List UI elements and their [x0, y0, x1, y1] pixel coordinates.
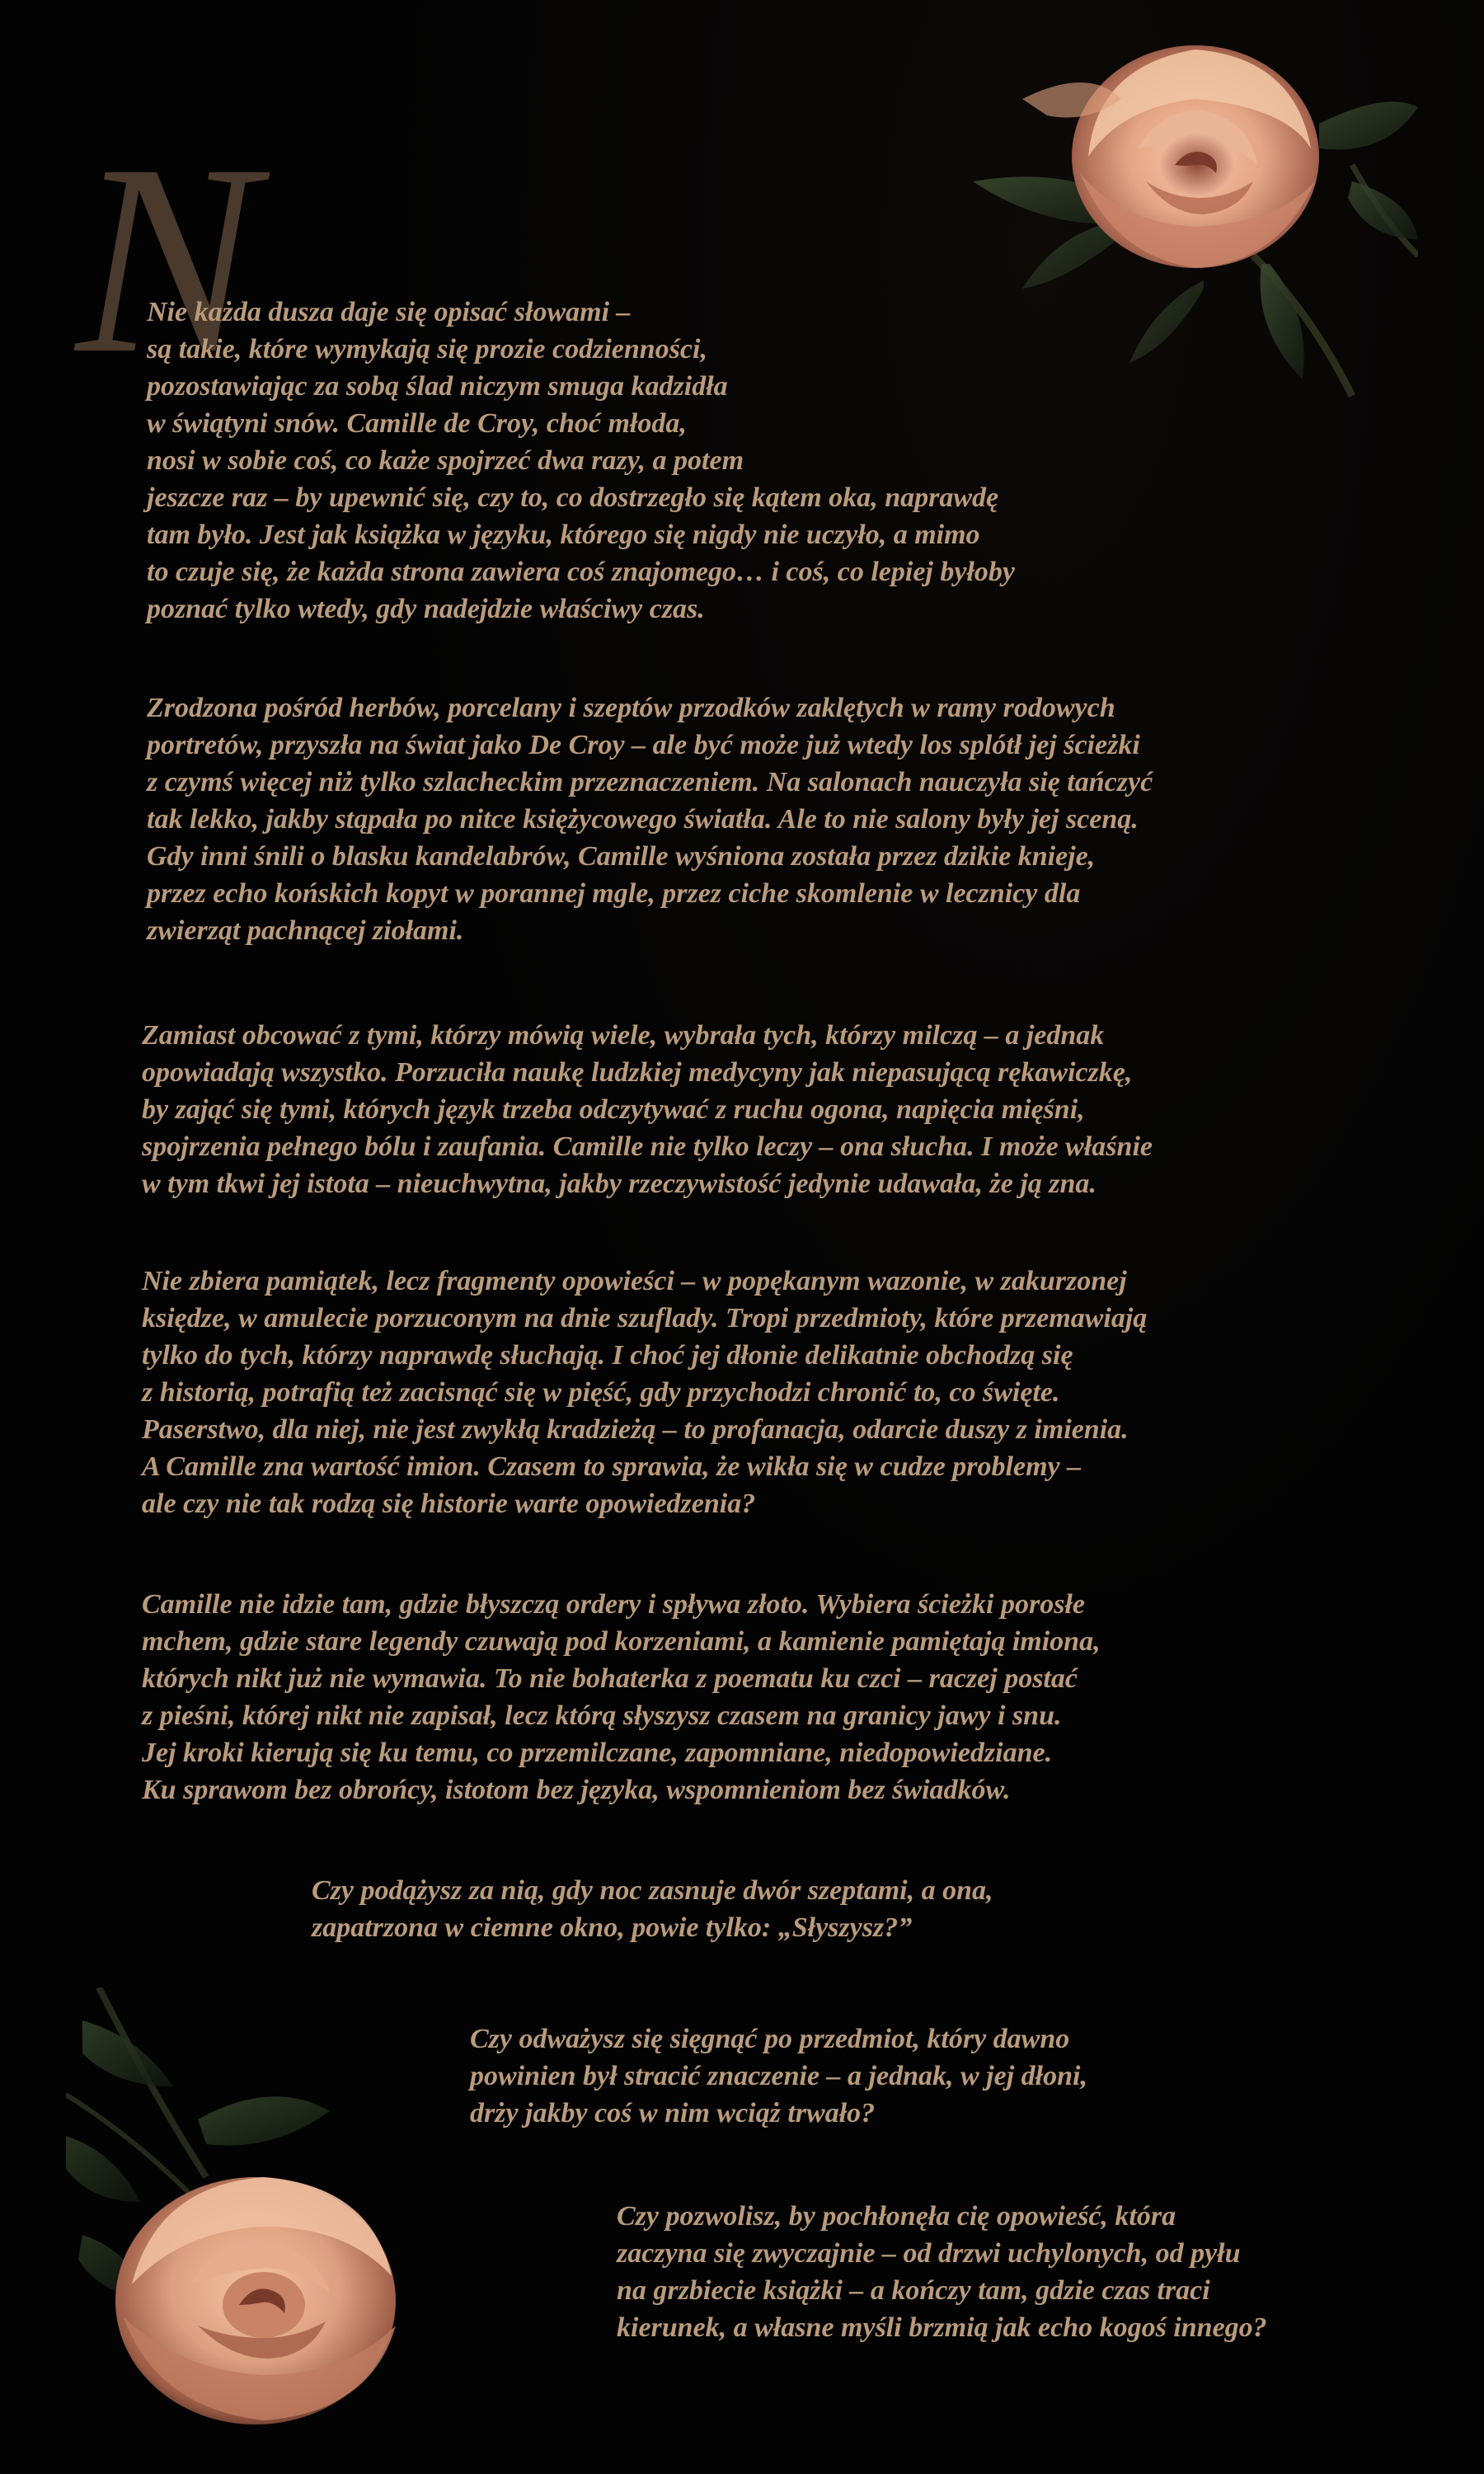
- paragraph-line: księdze, w amulecie porzuconym na dnie szuflady. Tropi przedmioty, które przemawiają: [142, 1303, 1148, 1333]
- question-line: Czy pozwolisz, by pochłonęła cię opowieść, która: [617, 2201, 1176, 2232]
- paragraph-line: z historią, potrafią też zacisnąć się w pięść, gdy przychodzi chronić to, co święte.: [142, 1377, 1060, 1408]
- paragraph-line: by zająć się tymi, których język trzeba odczytywać z ruchu ogona, napięcia mięśni,: [142, 1094, 1085, 1125]
- paragraph-line: Ku sprawom bez obrońcy, istotom bez języka, wspomnieniom bez świadków.: [142, 1775, 1011, 1805]
- paragraph-origins: [147, 689, 1153, 949]
- drop-cap: N: [76, 109, 250, 410]
- paragraph-line: przez echo końskich kopyt w porannej mgle, przez ciche skomlenie w lecznicy dla: [147, 878, 1081, 909]
- paragraph-line: Jej kroki kierują się ku temu, co przemilczane, zapomniane, niedopowiedziane.: [142, 1738, 1053, 1768]
- paragraph-line: to czuje się, że każda strona zawiera coś znajomego… i coś, co lepiej byłoby: [147, 557, 1015, 587]
- paragraph-line: Zrodzona pośród herbów, porcelany i szeptów przodków zaklętych w ramy rodowych: [147, 693, 1115, 723]
- question-block: [617, 2198, 1267, 2346]
- paragraph-line: których nikt już nie wymawia. To nie bohaterka z poematu ku czci – raczej postać: [142, 1663, 1078, 1694]
- question-block: [312, 1872, 993, 1946]
- paragraph-line: Nie zbiera pamiątek, lecz fragmenty opowieści – w popękanym wazonie, w zakurzonej: [142, 1266, 1127, 1296]
- question-line: drży jakby coś w nim wciąż trwało?: [470, 2098, 876, 2128]
- paragraph-line: z pieśni, której nikt nie zapisał, lecz którą słyszysz czasem na granicy jawy i snu.: [142, 1700, 1062, 1731]
- paragraph-intro: [147, 294, 1015, 628]
- paragraph-line: portretów, przyszła na świat jako De Croy – ale być może już wtedy los splótł jej ścieżki: [147, 730, 1140, 760]
- paragraph-line: Paserstwo, dla niej, nie jest zwykłą kradzieżą – to profanacja, odarcie duszy z imienia.: [142, 1414, 1129, 1445]
- paragraph-line: poznać tylko wtedy, gdy nadejdzie właściwy czas.: [147, 594, 705, 624]
- paragraph-line: opowiadają wszystko. Porzuciła naukę ludzkiej medycyny jak niepasującą rękawiczkę,: [142, 1057, 1133, 1088]
- paragraph-line: ale czy nie tak rodzą się historie warte opowiedzenia?: [142, 1489, 756, 1519]
- rose-bottom-illustration: [66, 1987, 495, 2449]
- question-line: zapatrzona w ciemne okno, powie tylko: „Słyszysz?”: [312, 1912, 913, 1943]
- question-block: [470, 2020, 1087, 2132]
- question-line: na grzbiecie książki – a kończy tam, gdzie czas traci: [617, 2275, 1210, 2306]
- paragraph-line: Zamiast obcować z tymi, którzy mówią wiele, wybrała tych, którzy milczą – a jednak: [142, 1020, 1105, 1051]
- question-line: zaczyna się zwyczajnie – od drzwi uchylonych, od pyłu: [617, 2238, 1241, 2269]
- paragraph-line: spojrzenia pełnego bólu i zaufania. Camille nie tylko leczy – ona słucha. I może właśnie: [142, 1131, 1153, 1162]
- paragraph-line: pozostawiając za sobą ślad niczym smuga kadzidła: [147, 371, 728, 402]
- paragraph-relics: [142, 1263, 1147, 1522]
- paragraph-line: tylko do tych, którzy naprawdę słuchają. I choć jej dłonie delikatnie obchodzą się: [142, 1340, 1073, 1371]
- paragraph-line: w tym tkwi jej istota – nieuchwytna, jakby rzeczywistość jedynie udawała, że ją zna.: [142, 1169, 1097, 1199]
- question-line: powinien był stracić znaczenie – a jednak, w jej dłoni,: [470, 2061, 1087, 2091]
- paragraph-line: zwierząt pachnącej ziołami.: [147, 915, 464, 946]
- paragraph-line: mchem, gdzie stare legendy czuwają pod korzeniami, a kamienie pamiętają imiona,: [142, 1626, 1101, 1657]
- paragraph-line: są takie, które wymykają się prozie codzienności,: [147, 334, 707, 365]
- paragraph-line: A Camille zna wartość imion. Czasem to sprawia, że wikła się w cudze problemy –: [142, 1451, 1082, 1482]
- paragraph-line: tam było. Jest jak książka w języku, którego się nigdy nie uczyło, a mimo: [147, 520, 980, 550]
- paragraph-line: tak lekko, jakby stąpała po nitce księżycowego światła. Ale to nie salony były jej sceną.: [147, 804, 1139, 835]
- question-line: kierunek, a własne myśli brzmią jak echo kogoś innego?: [617, 2312, 1267, 2343]
- question-line: Czy podążysz za nią, gdy noc zasnuje dwór szeptami, a ona,: [312, 1875, 993, 1906]
- paragraph-line: Gdy inni śnili o blasku kandelabrów, Camille wyśniona została przez dzikie knieje,: [147, 841, 1096, 872]
- paragraph-path: [142, 1586, 1101, 1808]
- paragraph-line: jeszcze raz – by upewnić się, czy to, co dostrzegło się kątem oka, naprawdę: [147, 482, 999, 513]
- paragraph-line: z czymś więcej niż tylko szlacheckim przeznaczeniem. Na salonach nauczyła się tańczyć: [147, 767, 1153, 797]
- paragraph-calling: [142, 1017, 1153, 1202]
- paragraph-line: Nie każda dusza daje się opisać słowami –: [147, 297, 631, 327]
- question-line: Czy odważysz się sięgnąć po przedmiot, który dawno: [470, 2024, 1070, 2054]
- paragraph-line: w świątyni snów. Camille de Croy, choć młoda,: [147, 408, 687, 439]
- paragraph-line: nosi w sobie coś, co każe spojrzeć dwa razy, a potem: [147, 445, 744, 476]
- paragraph-line: Camille nie idzie tam, gdzie błyszczą ordery i spływa złoto. Wybiera ścieżki porosłe: [142, 1589, 1085, 1620]
